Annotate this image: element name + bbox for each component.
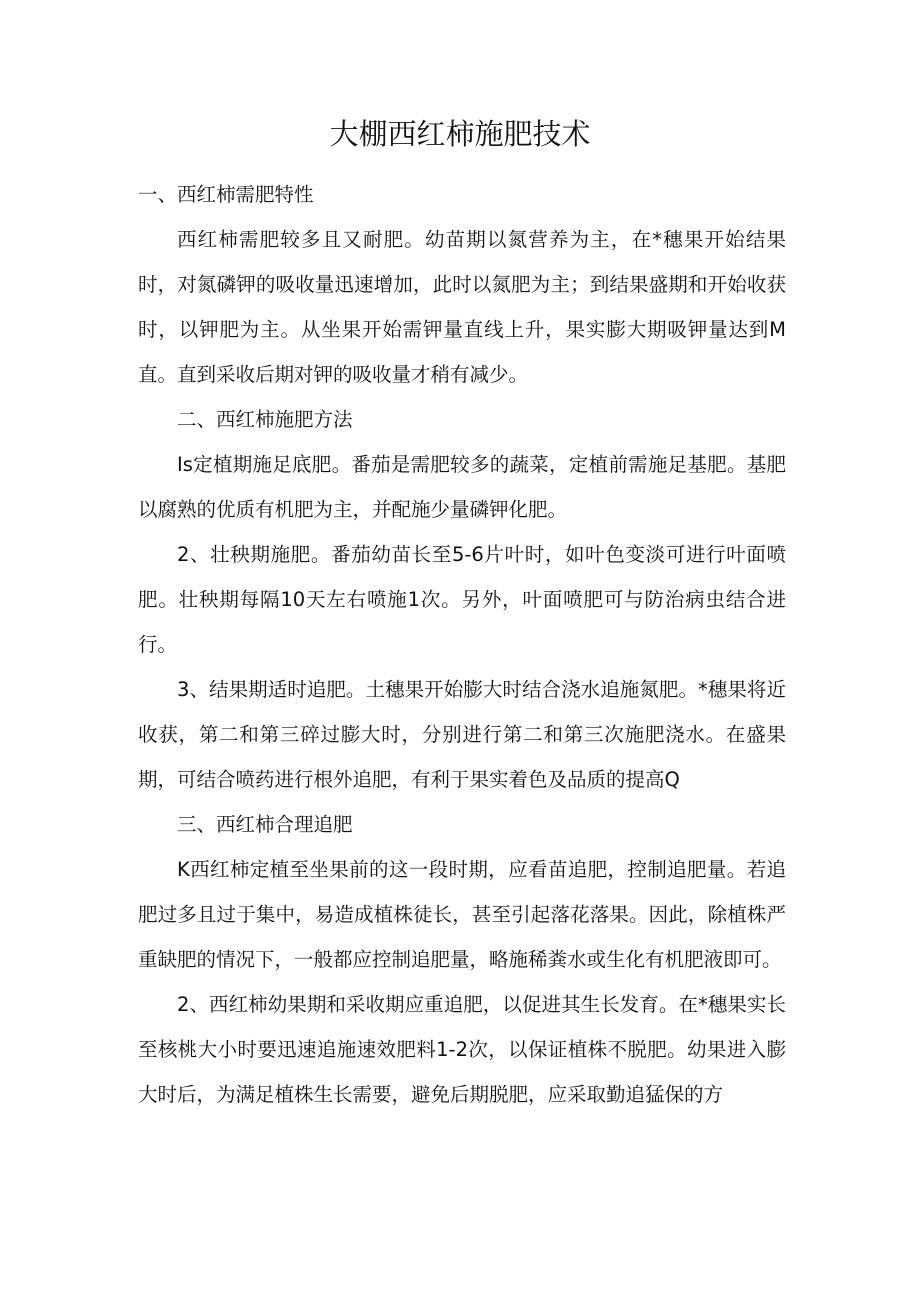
paragraph: K西红柿定植至坐果前的这一段时期，应看苗追肥，控制追肥量。若追肥过多且过于集中，易造成植株徒长，甚至引起落花落果。因此，除植株严重缺肥的情况下，一般都应控制追肥量，略施稀粪水或生化有机肥液即可。 <box>138 858 786 971</box>
paragraph: 2、西红柿幼果期和采收期应重追肥，以促进其生长发育。在*穗果实长至核桃大小时要迅速追施速效肥料1-2次，以保证植株不脱肥。幼果进入膨大时后，为满足植株生长需要，避免后期脱肥，应采取勤追猛保的方 <box>138 993 786 1106</box>
paragraph: 2、壮秧期施肥。番茄幼苗长至5-6片叶时，如叶色变淡可进行叶面喷肥。壮秧期每隔10天左右喷施1次。另外，叶面喷肥可与防治病虫结合进行。 <box>138 543 786 656</box>
paragraph: 西红柿需肥较多且又耐肥。幼苗期以氮营养为主，在*穗果开始结果时，对氮磷钾的吸收量迅速增加，此时以氮肥为主；到结果盛期和开始收获时，以钾肥为主。从坐果开始需钾量直线上升，果实膨大期吸钾量达到M直。直到采收后期对钾的吸收量才稍有减少。 <box>138 228 786 386</box>
paragraph: Is定植期施足底肥。番茄是需肥较多的蔬菜，定植前需施足基肥。基肥以腐熟的优质有机肥为主，并配施少量磷钾化肥。 <box>138 453 786 521</box>
section-heading-1: 一、西红柿需肥特性 <box>138 183 314 206</box>
section-heading-3: 三、西红柿合理追肥 <box>177 813 353 836</box>
paragraph: 3、结果期适时追肥。土穗果开始膨大时结合浇水追施氮肥。*穗果将近收获，第二和第三碎过膨大时，分别进行第二和第三次施肥浇水。在盛果期，可结合喷药进行根外追肥，有利于果实着色及品质的提高Q <box>138 678 786 791</box>
document-title: 大棚西红柿施肥技术 <box>329 117 591 151</box>
section-heading-2: 二、西红柿施肥方法 <box>177 408 353 431</box>
document-body <box>138 172 786 1117</box>
